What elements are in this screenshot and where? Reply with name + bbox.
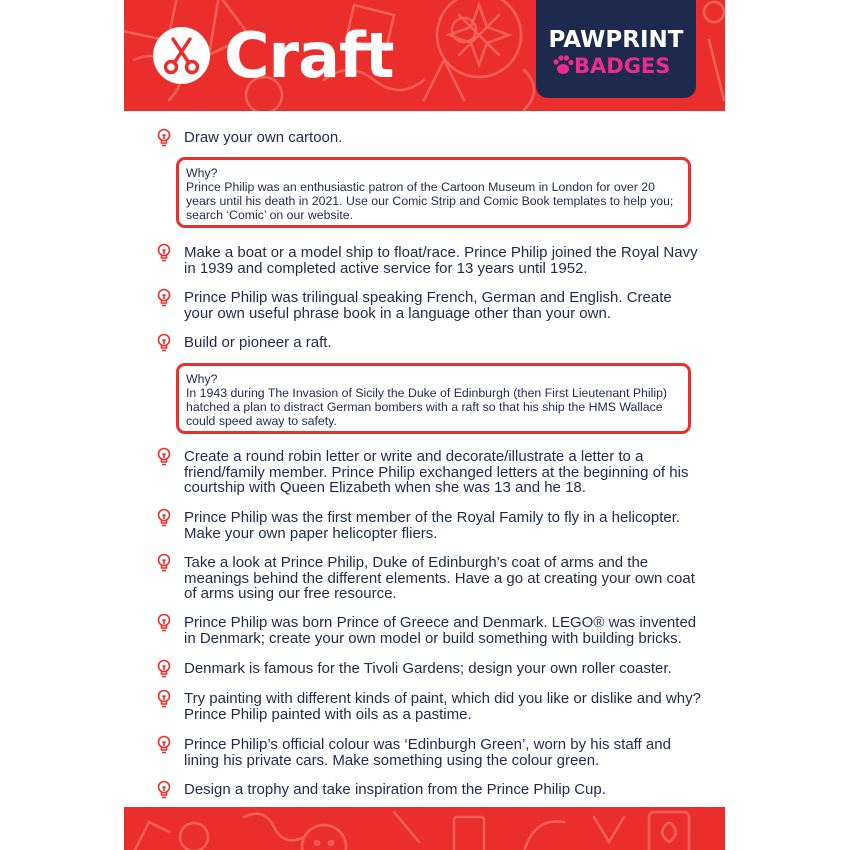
lightbulb-icon [156,243,172,263]
pawprint-badges-logo [536,0,696,98]
lightbulb-icon [156,613,172,633]
item-text: Prince Philip was trilingual speaking French, German and English. Create your own useful phrase book in a language other than your own. [184,289,672,322]
list-item [184,615,704,646]
list-item [184,245,704,276]
lightbulb-icon [156,689,172,709]
why-text: In 1943 during The Invasion of Sicily the Duke of Edinburgh (then First Lieutenant Philip) hatched a plan to distract German bombers with a raft so that his ship the HMS Wallace could speed away to safety. [186,386,668,428]
why-label: Why? [186,166,218,180]
why-box [176,157,691,228]
list-item [184,130,704,146]
lightbulb-icon [156,735,172,755]
list-item [184,510,704,541]
why-text: Prince Philip was an enthusiastic patron of the Cartoon Museum in London for over 20 years until his death in 2021. Use our Comic Strip and Comic Book templates to help you; search ‘Comic’ on our website. [186,180,674,222]
list-item [184,290,704,321]
lightbulb-icon [156,128,172,148]
why-label: Why? [186,372,218,386]
logo-line-2: BADGES [574,54,671,78]
doodle-pattern [124,807,725,850]
header-banner [124,0,725,111]
item-text: Prince Philip’s official colour was ‘Edinburgh Green’, worn by his staff and lining his private cars. Make something using the colour green. [184,736,671,769]
item-text: Prince Philip was born Prince of Greece and Denmark. LEGO® was invented in Denmark; create your own model or build something with building bricks. [184,614,697,647]
list-item [184,691,704,722]
page-title: Craft [224,19,394,92]
page [124,0,725,850]
item-text: Make a boat or a model ship to float/race. Prince Philip joined the Royal Navy in 1939 and completed active service for 13 years until 1952. [184,244,698,277]
list-item [184,661,704,677]
item-text: Draw your own cartoon. [184,129,343,146]
item-text: Prince Philip was the first member of the Royal Family to fly in a helicopter. Make your own paper helicopter fliers. [184,509,681,542]
list-item [184,449,704,496]
why-box [176,363,691,434]
lightbulb-icon [156,659,172,679]
list-item [184,335,704,351]
paw-icon [552,54,574,76]
lightbulb-icon [156,447,172,467]
item-text: Design a trophy and take inspiration from the Prince Philip Cup. [184,781,606,798]
lightbulb-icon [156,288,172,308]
lightbulb-icon [156,333,172,353]
item-text: Try painting with different kinds of paint, which did you like or dislike and why? Prince Philip painted with oils as a pastime. [184,690,701,723]
lightbulb-icon [156,508,172,528]
list-item [184,782,704,798]
item-text: Take a look at Prince Philip, Duke of Edinburgh’s coat of arms and the meanings behind the different elements. Have a go at creating your own coat of arms using our free resource. [184,554,695,602]
lightbulb-icon [156,780,172,800]
item-text: Denmark is famous for the Tivoli Gardens; design your own roller coaster. [184,660,672,677]
item-text: Create a round robin letter or write and decorate/illustrate a letter to a friend/family member. Prince Philip exchanged letters at the beginning of his courtship with Queen Elizabeth when she was 13 and he 18. [184,448,689,496]
footer-banner [124,807,725,850]
list-item [184,737,704,768]
list-item [184,555,704,602]
lightbulb-icon [156,553,172,573]
item-text: Build or pioneer a raft. [184,334,332,351]
scissors-icon [153,27,210,84]
logo-line-1: PAWPRINT [548,27,684,53]
